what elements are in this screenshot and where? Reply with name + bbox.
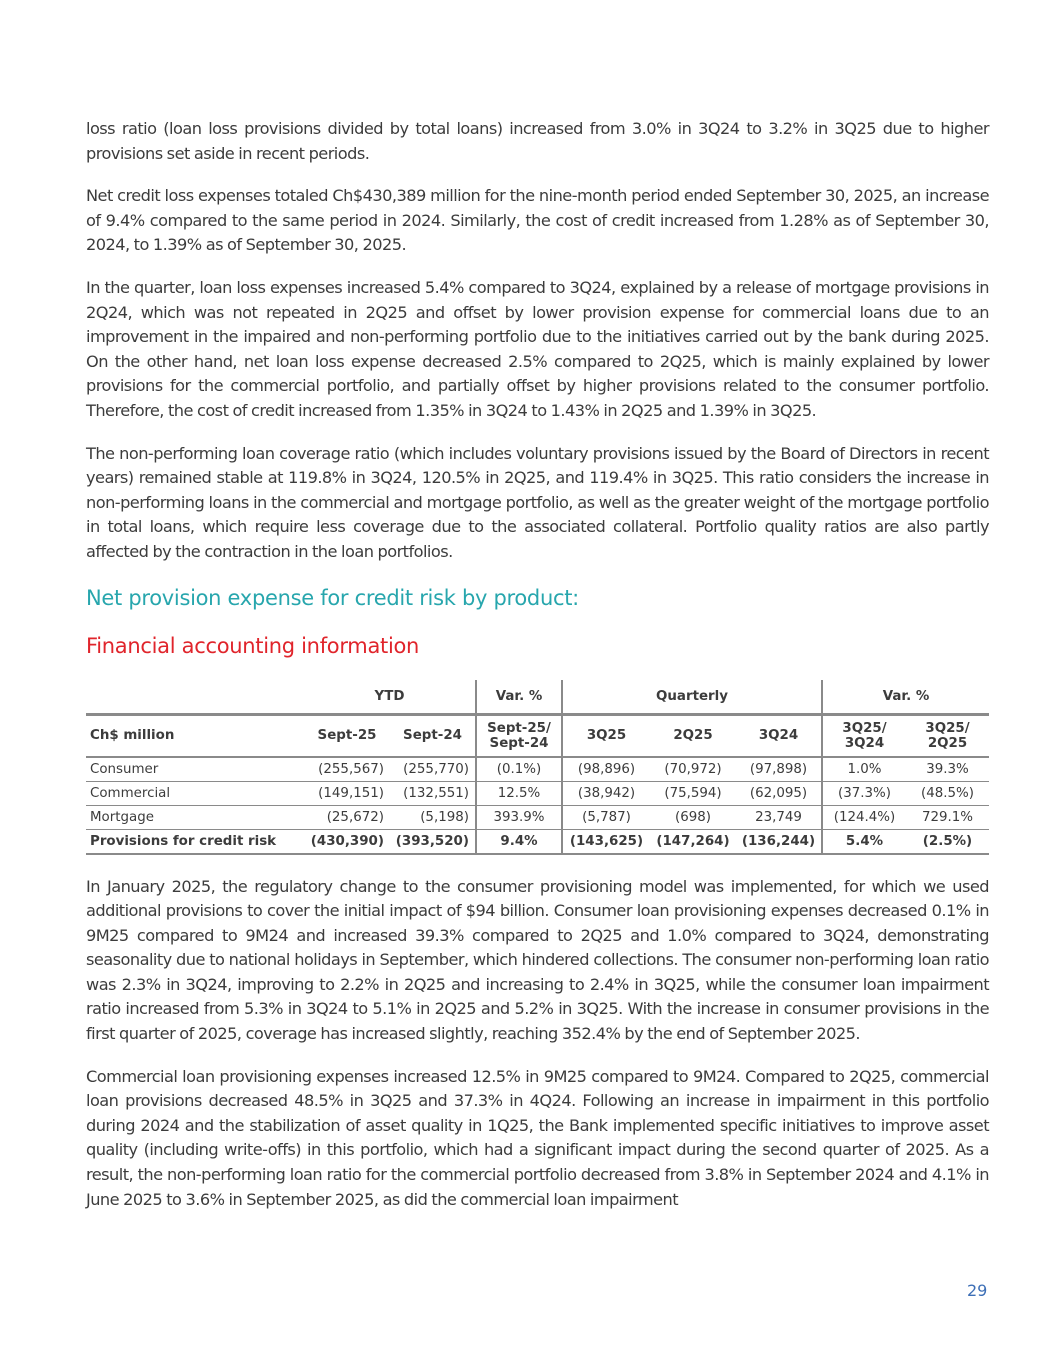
cell-var-ytd: (0.1%) <box>476 757 562 782</box>
paragraph-net-credit-loss: Net credit loss expenses totaled Ch$430,389 million for the nine-month period ended September 30, 2025, an increase of 9.4% compared to the same period in 2024. Similarly, the cost of credit increased from 1.28% as of September 30, 2024, to 1.39% as of September 30, 2025. <box>86 186 989 255</box>
cell-sept25: (430,390) <box>304 829 390 854</box>
row-label: Commercial <box>86 781 304 805</box>
table-row <box>86 781 989 805</box>
row-label: Provisions for credit risk <box>86 829 304 854</box>
cell-3q24: (97,898) <box>736 757 822 782</box>
cell-sept25: (255,567) <box>304 757 390 782</box>
column-header-2q25: 2Q25 <box>650 714 736 757</box>
cell-2q25: (75,594) <box>650 781 736 805</box>
cell-var-q2: 729.1% <box>906 805 989 829</box>
cell-sept24: (255,770) <box>390 757 476 782</box>
paragraph-quarter-loan-loss: In the quarter, loan loss expenses increased 5.4% compared to 3Q24, explained by a release of mortgage provisions in 2Q24, which was not repeated in 2Q25 and offset by lower provision expense for commercial loans due to an improvement in the impaired and non-performing portfolio due to the initiatives carried out by the bank during 2025. On the other hand, net loan loss expense decreased 2.5% compared to 2Q25, which is mainly explained by lower provisions for the commercial portfolio, and partially offset by higher provisions related to the consumer portfolio. Therefore, the cost of credit increased from 1.35% in 3Q24 to 1.43% in 2Q25 and 1.39% in 3Q25. <box>86 277 989 420</box>
cell-sept24: (393,520) <box>390 829 476 854</box>
table-row <box>86 805 989 829</box>
paragraph-loss-ratio: loss ratio (loan loss provisions divided by total loans) increased from 3.0% in 3Q24 to 3.2% in 3Q25 due to higher provisions set aside in recent periods. <box>86 119 989 163</box>
cell-var-q1: (37.3%) <box>822 781 906 805</box>
group-header-var-quarterly: Var. % <box>822 680 989 715</box>
cell-3q24: 23,749 <box>736 805 822 829</box>
table-group-header-row <box>86 680 989 715</box>
group-header-var-ytd: Var. % <box>476 680 562 715</box>
group-header-ytd: YTD <box>374 688 405 704</box>
group-header-quarterly: Quarterly <box>562 680 822 715</box>
cell-2q25: (147,264) <box>650 829 736 854</box>
column-header-var-3q25-3q24: 3Q25/ 3Q24 <box>822 714 906 757</box>
group-header-empty <box>86 680 304 715</box>
cell-var-ytd: 393.9% <box>476 805 562 829</box>
table-total-row <box>86 829 989 854</box>
cell-var-q2: (48.5%) <box>906 781 989 805</box>
cell-var-q1: (124.4%) <box>822 805 906 829</box>
page-number: 29 <box>967 1281 988 1300</box>
column-header-label: Ch$ million <box>86 714 304 757</box>
cell-2q25: (698) <box>650 805 736 829</box>
cell-3q24: (136,244) <box>736 829 822 854</box>
cell-3q25: (5,787) <box>562 805 650 829</box>
cell-sept25: (25,672) <box>304 805 390 829</box>
cell-2q25: (70,972) <box>650 757 736 782</box>
paragraph-commercial-provisioning: Commercial loan provisioning expenses increased 12.5% in 9M25 compared to 9M24. Compared to 2Q25, commercial loan provisions decreased 48.5% in 3Q25 and 37.3% in 4Q24. Following an increase in impairment in this portfolio during 2024 and the stabilization of asset quality in 1Q25, the Bank implemented specific initiatives to improve asset quality (including write-offs) in this portfolio, which had a significant impact during the second quarter of 2025. As a result, the non-performing loan ratio for the commercial portfolio decreased from 3.8% in September 2024 and 4.1% in June 2025 to 3.6% in September 2025, as did the commercial loan impairment <box>86 1066 989 1209</box>
cell-var-q1: 1.0% <box>822 757 906 782</box>
column-header-var-ytd: Sept-25/ Sept-24 <box>476 714 562 757</box>
cell-3q25: (38,942) <box>562 781 650 805</box>
cell-3q25: (98,896) <box>562 757 650 782</box>
column-header-sept24: Sept-24 <box>390 714 476 757</box>
column-header-3q25: 3Q25 <box>562 714 650 757</box>
paragraph-coverage-ratio: The non-performing loan coverage ratio (which includes voluntary provisions issued by the Board of Directors in recent years) remained stable at 119.8% in 3Q24, 120.5% in 2Q25, and 119.4% in 3Q25. This ratio considers the increase in non-performing loans in the commercial and mortgage portfolio, as well as the greater weight of the mortgage portfolio in total loans, which require less coverage due to the associated collateral. Portfolio quality ratios are also partly affected by the contraction in the loan portfolios. <box>86 443 989 561</box>
row-label: Mortgage <box>86 805 304 829</box>
row-label: Consumer <box>86 757 304 782</box>
cell-3q25: (143,625) <box>562 829 650 854</box>
column-header-sept25: Sept-25 <box>304 714 390 757</box>
section-title: Net provision expense for credit risk by product: <box>86 585 579 610</box>
cell-var-ytd: 9.4% <box>476 829 562 854</box>
paragraph-consumer-provisioning: In January 2025, the regulatory change to the consumer provisioning model was implemented, for which we used additional provisions to cover the initial impact of $94 billion. Consumer loan provisioning expenses decreased 0.1% in 9M25 compared to 9M24 and increased 39.3% compared to 2Q25 and 1.0% compared to 3Q24, demonstrating seasonality due to national holidays in September, which hindered collections. The consumer non-performing loan ratio was 2.3% in 3Q24, improving to 2.2% in 2Q25 and increasing to 2.4% in 3Q25, while the consumer loan impairment ratio increased from 5.3% in 3Q24 to 5.1% in 2Q25 and 5.2% in 3Q25. With the increase in consumer provisions in the first quarter of 2025, coverage has increased slightly, reaching 352.4% by the end of September 2025. <box>86 876 989 1044</box>
column-header-var-3q25-2q25: 3Q25/ 2Q25 <box>906 714 989 757</box>
cell-var-q2: 39.3% <box>906 757 989 782</box>
document-page <box>86 117 989 1230</box>
subsection-title: Financial accounting information <box>86 633 420 658</box>
column-header-3q24: 3Q24 <box>736 714 822 757</box>
cell-sept24: (132,551) <box>390 781 476 805</box>
table-row <box>86 757 989 782</box>
cell-sept25: (149,151) <box>304 781 390 805</box>
table-header-row <box>86 714 989 757</box>
cell-sept24: (5,198) <box>390 805 476 829</box>
cell-var-ytd: 12.5% <box>476 781 562 805</box>
cell-3q24: (62,095) <box>736 781 822 805</box>
provisions-table <box>86 680 989 855</box>
cell-var-q2: (2.5%) <box>906 829 989 854</box>
cell-var-q1: 5.4% <box>822 829 906 854</box>
